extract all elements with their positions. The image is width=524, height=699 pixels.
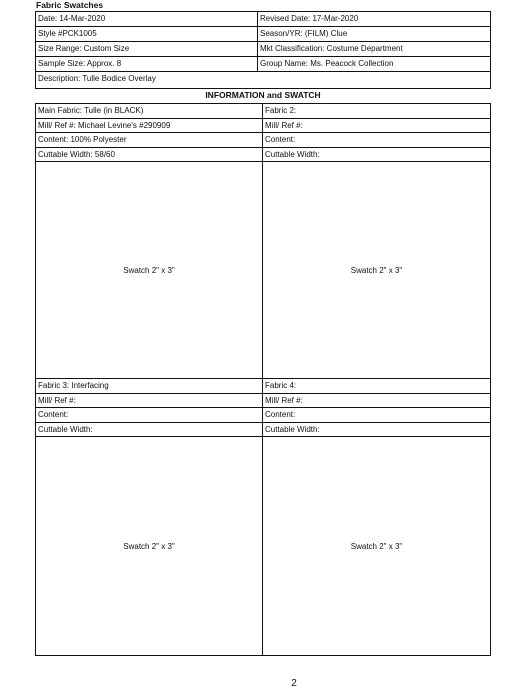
content: Content: (36, 408, 262, 423)
swatch-label: Swatch 2" x 3" (350, 541, 403, 551)
sample-size-field: Sample Size: Approx. 8 (36, 57, 258, 71)
fabric-name: Fabric 3: Interfacing (36, 379, 262, 394)
content: Content: (263, 408, 490, 423)
header-row (36, 42, 490, 57)
group-name-field: Group Name: Ms. Peacock Collection (260, 59, 394, 68)
cuttable-width: Cuttable Width: (263, 423, 490, 438)
swatch-area (263, 162, 490, 378)
season-field: Season/YR: (FILM) Clue (260, 29, 348, 38)
fabric-block-bottom (35, 378, 491, 656)
fabric-name: Fabric 2: (263, 104, 490, 119)
swatch-label: Swatch 2" x 3" (123, 541, 175, 551)
mill-ref: Mill/ Ref #: Michael Levine's #290909 (36, 119, 262, 134)
content: Content: 100% Polyester (36, 133, 262, 148)
fabric-card-3 (36, 379, 263, 655)
fabric-card-main (36, 104, 263, 378)
swatch-label: Swatch 2" x 3" (350, 265, 403, 275)
section-title: INFORMATION and SWATCH (205, 90, 321, 100)
mill-ref: Mill/ Ref #: (263, 119, 490, 134)
description-row (36, 72, 490, 88)
fabric-name: Fabric 4: (263, 379, 490, 394)
style-field: Style #PCK1005 (36, 27, 258, 41)
spec-header-table (35, 11, 491, 89)
fabric-block-top (35, 103, 491, 379)
fabric-card-4 (263, 379, 490, 655)
cuttable-width: Cuttable Width: (36, 423, 262, 438)
swatch-area (36, 437, 262, 655)
header-row (36, 12, 490, 27)
swatch-area (263, 437, 490, 655)
revised-date-field: Revised Date: 17-Mar-2020 (260, 14, 359, 23)
mkt-classification-field: Mkt Classification: Costume Department (260, 44, 403, 53)
mill-ref: Mill/ Ref #: (263, 394, 490, 409)
fabric-name: Main Fabric: Tulle (in BLACK) (36, 104, 262, 119)
description-field: Description: Tulle Bodice Overlay (38, 74, 156, 83)
document-title: Fabric Swatches (36, 0, 104, 10)
page-number: 2 (291, 678, 297, 689)
header-row (36, 27, 490, 42)
header-row (36, 57, 490, 72)
cuttable-width: Cuttable Width: (263, 148, 490, 163)
date-field: Date: 14-Mar-2020 (36, 12, 258, 26)
mill-ref: Mill/ Ref #: (36, 394, 262, 409)
swatch-area (36, 162, 262, 378)
swatch-label: Swatch 2" x 3" (123, 265, 175, 275)
fabric-card-2 (263, 104, 490, 378)
size-range-field: Size Range: Custom Size (36, 42, 258, 56)
cuttable-width: Cuttable Width: 58/60 (36, 148, 262, 163)
content: Content: (263, 133, 490, 148)
